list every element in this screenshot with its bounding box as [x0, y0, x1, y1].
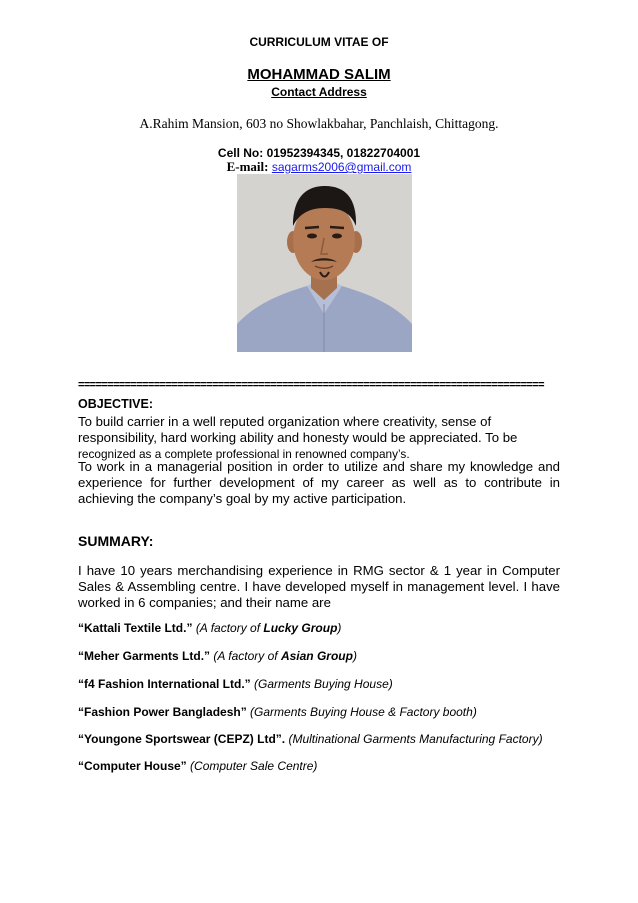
company-name: “Fashion Power Bangladesh” [78, 705, 247, 719]
objective-line-1: To build carrier in a well reputed organization where creativity, sense of [78, 414, 492, 429]
email-label: E-mail: [226, 159, 269, 174]
section-divider: ================================================================================ [78, 379, 544, 391]
objective-paragraph-1 [78, 414, 560, 462]
company-name: “Meher Garments Ltd.” [78, 649, 211, 663]
company-note-end: ) [352, 649, 357, 663]
portrait-image [237, 174, 412, 352]
candidate-name: MOHAMMAD SALIM [247, 66, 391, 83]
company-item [78, 732, 543, 746]
objective-paragraph-2: To work in a managerial position in order to utilize and share my knowledge and experience for further development of my career as well as to contribute in achieving the company’s goal by my active participation. [78, 459, 560, 506]
company-group: Lucky Group [263, 621, 338, 635]
company-note: (Garments Buying House) [254, 677, 393, 691]
company-item [78, 621, 341, 635]
email-line [0, 159, 638, 175]
company-note-end: ) [337, 621, 342, 635]
company-note: (Computer Sale Centre) [190, 759, 318, 773]
company-item [78, 759, 317, 773]
company-group: Asian Group [280, 649, 353, 663]
company-name: “Kattali Textile Ltd.” [78, 621, 193, 635]
company-note-text: (A factory of [195, 621, 264, 635]
company-item [78, 705, 477, 719]
summary-heading: SUMMARY: [78, 533, 154, 549]
company-note-text: (A factory of [213, 649, 281, 663]
document-title: CURRICULUM VITAE OF [249, 35, 389, 49]
company-note [213, 649, 357, 663]
address-line: A.Rahim Mansion, 603 no Showlakbahar, Panchlaish, Chittagong. [139, 116, 499, 131]
contact-heading: Contact Address [271, 85, 367, 99]
summary-paragraph: I have 10 years merchandising experience in RMG sector & 1 year in Computer Sales & Assembling centre. I have developed myself in management level. I have worked in 6 companies; and their name are [78, 563, 560, 610]
objective-heading: OBJECTIVE: [78, 397, 154, 411]
company-note [196, 621, 342, 635]
profile-photo [237, 174, 412, 352]
company-name: “Youngone Sportswear (CEPZ) Ltd”. [78, 732, 286, 746]
objective-line-2: responsibility, hard working ability and honesty would be appreciated. To be [78, 430, 518, 445]
cell-numbers: Cell No: 01952394345, 01822704001 [217, 146, 421, 160]
company-name: “Computer House” [78, 759, 187, 773]
company-note: (Garments Buying House & Factory booth) [250, 705, 477, 719]
company-item [78, 649, 357, 663]
company-item [78, 677, 393, 691]
company-name: “f4 Fashion International Ltd.” [78, 677, 251, 691]
email-link[interactable]: sagarms2006@gmail.com [271, 160, 412, 174]
objective-line-3: recognized as a complete professional in renowned company’s. [78, 447, 410, 461]
company-note: (Multinational Garments Manufacturing Factory) [288, 732, 543, 746]
